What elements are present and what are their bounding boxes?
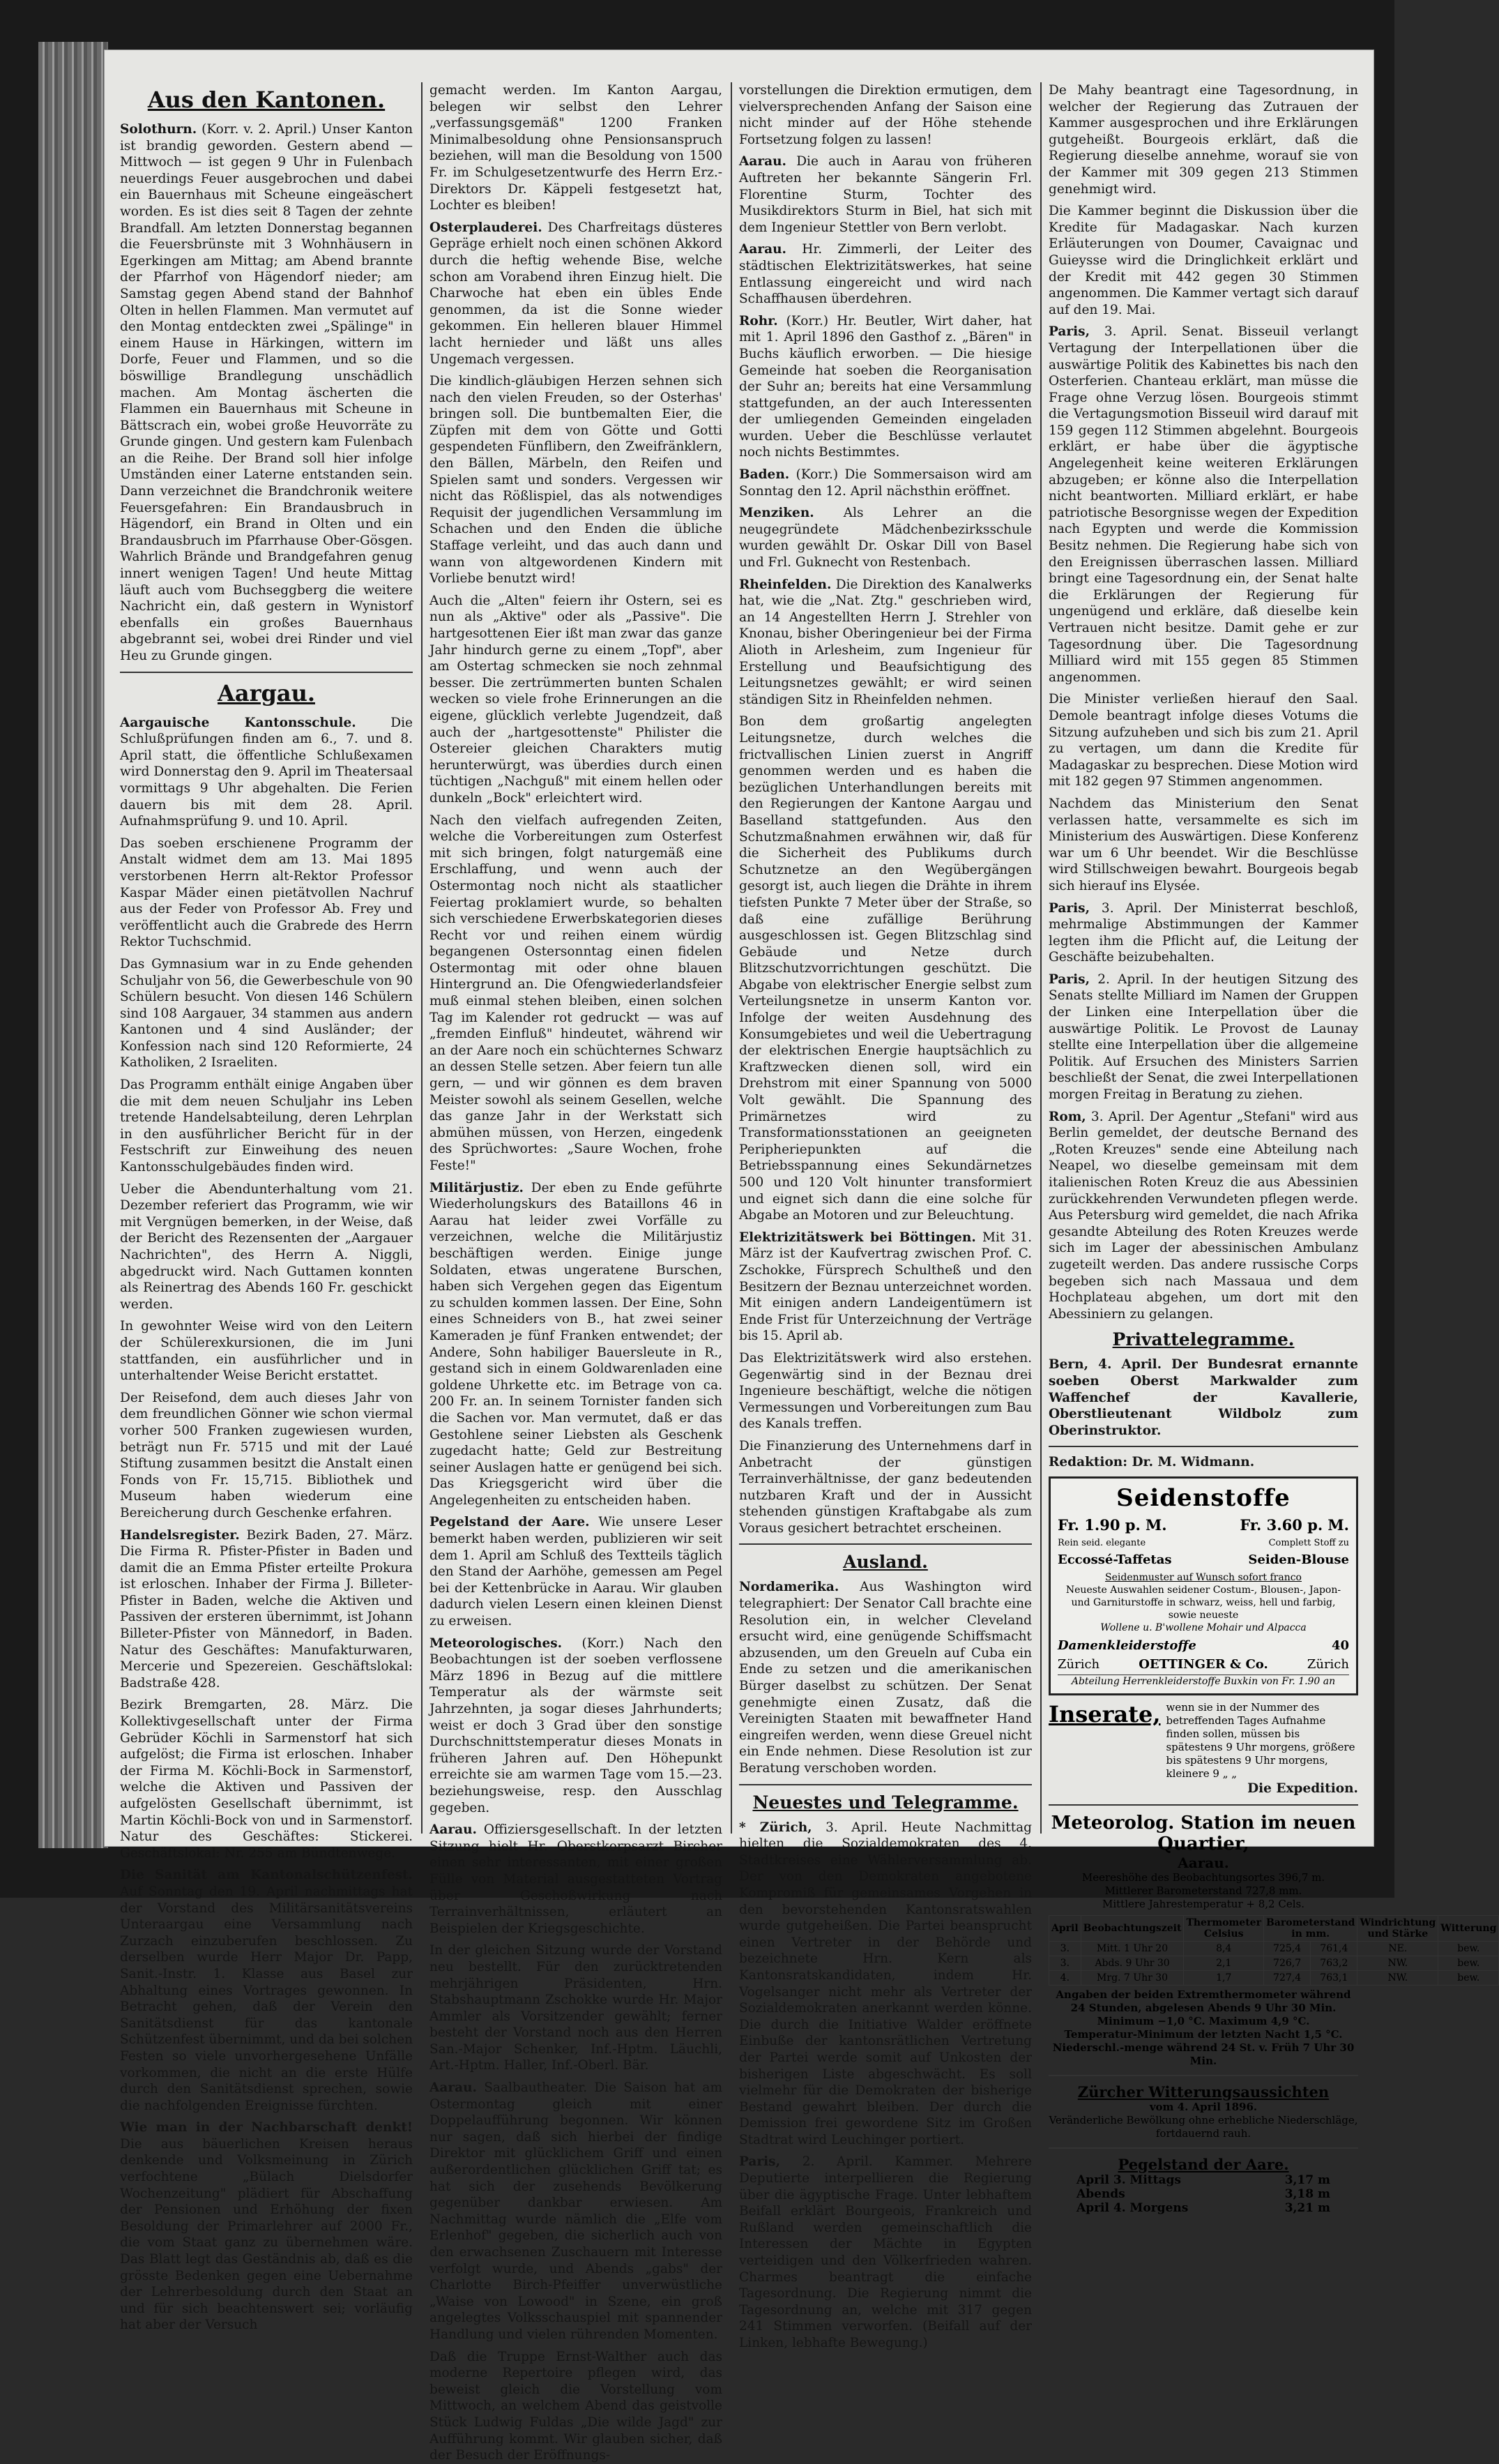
article-paragraph (120, 956, 413, 1071)
met-minmax: Minimum −1,0 °C. Maximum 4,9 °C. (1097, 2014, 1310, 2027)
met-table-header (1049, 1915, 1499, 1941)
met-line-3: Mittlere Jahrestemperatur + 8,2 Cels. (1102, 1897, 1304, 1910)
section-heading-kantonen: Aus den Kantonen. (147, 86, 386, 113)
article-text: (Korr.) Hr. Beutler, Wirt daher, hat mit 1. April 1896 den Gasthof z. „Bären" in Buchs käuflich erworben. — Die hiesige Gemeinde hat soeben die Reorganisation der Suhr an; bereits hat eine Versammlung stattgefunden, an der auch Interessenten der umliegenden Gemeinden eingeladen wurden. Ueber die Beschlüsse verlautet noch nichts Bestimmtes. (739, 313, 1032, 460)
forecast-title: Zürcher Witterungsaussichten (1077, 2083, 1330, 2101)
article-lead: Paris, (1049, 972, 1090, 987)
article-paragraph (120, 1697, 413, 1861)
article-paragraph (429, 220, 722, 368)
redaktion-line: Redaktion: Dr. M. Widmann. (1049, 1455, 1255, 1470)
article-lead: * Zürich, (739, 1820, 812, 1835)
article-paragraph (429, 82, 722, 214)
met-cell: 727,4 (1263, 1970, 1310, 1985)
seidenstoffe-ad (1049, 1476, 1358, 1695)
article-text: Nachdem das Ministerium den Senat verlassen hatte, versammelte es sich im Ministerium des Auswärtigen. Diese Konferenz war um 6 Uhr beendet. Wir die Beschlüsse wird Stillschweigen bewahrt. Bourgeois begab sich hierauf ins Elysée. (1049, 796, 1358, 893)
article-paragraph (1049, 1109, 1358, 1323)
article-lead: Meteorologisches. (429, 1635, 563, 1651)
article-paragraph (739, 82, 1032, 148)
ad-line-5: Abteilung Herrenkleiderstoffe Buxkin von Fr. 1.90 an (1058, 1675, 1349, 1688)
newspaper-page (105, 50, 1497, 2463)
met-cell: bew. (1438, 1941, 1499, 1956)
article-paragraph (739, 2154, 1032, 2351)
column-2-articles (429, 82, 722, 2464)
article-paragraph (120, 715, 413, 830)
article-text: (Korr.) Nach den Beobachtungen ist der soeben verflossene März 1896 in Bezug auf die mittlere Temperatur als der wärmste seit Jahrzehnten, ja sogar dieses Jahrhunderts; weist er doch 3 Grad über den sonstige Durchschnittstemperatur dieses Monats in früheren Jahren auf. Den Höhepunkt erreichte sie am warmen Tage vom 15.—23. beziehungsweise, resp. den Ausschlag gegeben. (429, 1635, 722, 1815)
article-text: 3. April. Der Agentur „Stefani" wird aus Berlin gemeldet, der deutsche Bernand des „Roten Kreuzes" sende eine Abteilung nach Neapel, wo dieselbe gemeinsam mit dem italienischen Roten Kreuz die aus Abessinien zurückkehrenden Verwundeten pflegen werde. Aus Petersburg wird gemeldet, die nach Afrika gesandte Abteilung des Roten Kreuzes werde sich im Lager der abessinischen Ambulanz zugeteilt werden. Das andere russische Corps begeben sich nach Massaua und dem Hochplateau abgehen, um dort mit den Abessiniern zu gelangen. (1049, 1109, 1359, 1322)
article-paragraph (429, 1180, 722, 1509)
article-text: 2. April. Kammer. Mehrere Deputierte interpellieren die Regierung über die ägyptische Frage. Unter lebhaftem Beifall erklärt Bourgeois, Frankreich und Rußland werden gemeinschaftlich die Interessen der Mächte in Egypten verteidigen und den Völkerfrieden wahren. Charmes beantragt die einfache Tagesordnung. Die Regierung nimmt die Tagesordnung an, welche mit 317 gegen 241 Stimmen verworfen. (Beifall auf der Linken, lebhafte Bewegung.) (739, 2154, 1032, 2350)
pegel-label: Abends (1076, 2186, 1125, 2201)
column-3-articles (739, 82, 1032, 1536)
article-paragraph (429, 1635, 722, 1817)
article-paragraph (429, 812, 722, 1174)
article-text: Die Direktion des Kanalwerks hat, wie die „Nat. Ztg." geschrieben wird, an 14 Angestellten Herrn J. Strehler von Knonau, bisher Oberingenieur bei der Firma Alioth in Arlesheim, zum Ingenieur für Erstellung und Beaufsichtigung des Leitungsnetzes gewählt; er wird seinen ständigen Sitz in Rheinfelden nehmen. (739, 577, 1032, 707)
column-1 (120, 82, 413, 2333)
column-rule (1040, 82, 1042, 1834)
article-text: Hr. Zimmerli, der Leiter des städtischen Elektrizitätswerkes, hat seine Entlassung eingereicht und wird nach Schaffhausen überdehren. (739, 242, 1032, 307)
met-cell: 1,7 (1184, 1970, 1264, 1985)
ausland-articles (739, 1579, 1032, 1776)
ad-firm: OETTINGER & Co. (1139, 1656, 1268, 1672)
inserate-notice (1049, 1701, 1358, 1781)
column-2 (429, 82, 722, 2463)
ad-firm-row (1058, 1657, 1349, 1672)
article-text: gemacht werden. Im Kanton Aargau, belegen wir selbst den Lehrer „verfassungsgemäß" 1200 Franken Minimalbesoldung ohne Pensionsanspruch beziehen, will man die Besoldung von 1500 Fr. im Schulgesetzentwurfe des Herrn Erz.-Direktors Dr. Käppeli festgesetzt hat, Lochter es bleiben! (429, 83, 722, 213)
ad-price-1: Fr. 1.90 p. M. (1058, 1516, 1167, 1534)
article-text: 2. April. In der heutigen Sitzung des Senats stellte Milliard im Namen der Gruppen der Linken eine Interpellation über die auswärtige Politik. Le Provost de Launay stellte eine Interpellation über die allgemeine Politik. Auf Ersuchen des Ministers Sarrien beschließt der Senat, die zwei Interpellationen morgen Freitag in Beratung zu ziehen. (1049, 972, 1358, 1103)
ad-notes (1058, 1538, 1349, 1548)
met-cell: NW. (1357, 1956, 1438, 1970)
met-cell: bew. (1438, 1956, 1499, 1970)
met-table-body (1049, 1941, 1499, 1985)
met-cell: 761,4 (1311, 1941, 1357, 1956)
met-rain: Niederschl.-menge während 24 St. v. Früh 7 Uhr 30 Min. (1052, 2041, 1355, 2067)
pegel-label: April 3. Mittags (1076, 2172, 1181, 2187)
divider (1049, 2147, 1358, 2149)
ad-title: Seidenstoffe (1116, 1483, 1291, 1512)
article-lead: Wie man in der Nachbarschaft denkt! (120, 2120, 413, 2136)
article-paragraph (739, 1820, 1032, 2149)
article-paragraph (739, 1579, 1032, 1776)
running-head-ghost (105, 53, 1374, 81)
met-row (1049, 1941, 1499, 1956)
ad-city-2: Zürich (1307, 1656, 1349, 1672)
article-lead: Paris, (739, 2154, 781, 2170)
article-text: Wie unsere Leser bemerkt haben werden, publizieren wir seit dem 1. April am Schluß des Textteils täglich den Stand der Aarhöhe, gemessen am Pegel bei der Kettenbrücke in Aarau. Wir glauben dadurch vielen Lesern einen kleinen Dienst zu erweisen. (429, 1515, 722, 1629)
pegel-row (1049, 2187, 1358, 2201)
article-paragraph (429, 2349, 722, 2464)
article-text: Ueber die Abendunterhaltung vom 21. Dezember referiert das Programm, wie wir mit Vergnügen bemerken, in der Weise, daß der Bericht des Rezensenten der „Aargauer Nachrichten", des Herrn A. Niggli, abgedruckt wird. Nach Guttamen konnten als Reinertrag des Abends 160 Fr. geschickt werden. (120, 1181, 413, 1312)
met-line-2: Mittlerer Barometerstand 727,8 mm. (1104, 1884, 1302, 1897)
article-text: Daß die Truppe Ernst-Walther auch das moderne Repertoire pflegen wird, das beweist gleich die Vorstellung vom Mittwoch, an welchem Abend das geistvolle Stück Ludwig Fuldas „Die wilde Jagd" zur Aufführung kommt. Wir glauben sicher, daß der Besuch der Eröffnungs- (429, 2349, 722, 2463)
pegel-list (1049, 2173, 1358, 2215)
met-night-min: Temperatur-Minimum der letzten Nacht 1,5 °C. (1064, 2027, 1343, 2041)
article-paragraph (120, 1867, 413, 2114)
ad-line-4: Damenkleiderstoffe (1058, 1638, 1196, 1653)
article-text: Mit 31. März ist der Kaufvertrag zwischen Prof. C. Zschokke, Fürsprech Schultheß und den Besitzern der Beznau unterzeichnet worden. Mit einigen andern Landeigentümern ist Ende Frist für Unterzeichnung der Verträge bis 15. April ab. (739, 1230, 1032, 1344)
article-lead: Rohr. (739, 313, 778, 328)
article-paragraph (739, 1230, 1032, 1345)
ad-price-2: Fr. 3.60 p. M. (1240, 1516, 1349, 1534)
article-paragraph (739, 577, 1032, 709)
article-paragraph (120, 2119, 413, 2334)
article-text: Das Elektrizitätswerk wird also erstehen. Gegenwärtig sind in der Beznau drei Ingenieure beschäftigt, welche die nötigen Vermessungen und Vorbereitungen zum Bau des Kanals treffen. (739, 1350, 1032, 1432)
divider (1049, 2075, 1358, 2076)
article-lead: Handelsregister. (120, 1527, 240, 1543)
article-text: vorstellungen die Direktion ermutigen, dem vielversprechenden Anfang der Saison eine nicht minder auf der Höhe stehende Fortsetzung folgen zu lassen! (739, 83, 1032, 147)
inserate-text: wenn sie in der Nummer des betreffenden Tages Aufnahme finden sollen, müssen bis spätestens 9 Uhr morgens, größere bis spätestens 9 Uhr morgens, kleinere 9 „ „ (1166, 1700, 1355, 1780)
met-extremes: Angaben der beiden Extremthermometer während 24 Stunden, abgelesen Abends 9 Uhr 30 Min. (1056, 1988, 1351, 2014)
article-paragraph (739, 153, 1032, 236)
article-text: Der Reisefond, dem auch dieses Jahr von dem freundlichen Gönner wie schon viermal vorher 500 Franken zugewiesen wurden, beträgt nun Fr. 5715 und mit der Laué Stiftung zusammen besitzt die Anstalt einen Fonds von Fr. 15,715. Bibliothek und Museum haben wiederum eine Bereicherung durch Geschenke erfahren. (120, 1390, 413, 1520)
divider (1049, 1446, 1358, 1447)
article-text: Der eben zu Ende geführte Wiederholungskurs des Bataillons 46 in Aarau hat leider zwei Vorfälle zu verzeichnen, welche die Militärjustiz beschäftigen werden. Einige junge Soldaten, etwas ungeratene Burschen, haben sich Vergehen gegen das Eigentum zu schulden kommen lassen. Der Eine, Sohn eines Schneiders von B., hat zwei seiner Kameraden je fünf Franken entwendet; der Andere, Sohn habiliger Bauersleute in R., gestand sich in einem Goldwarenladen eine goldene Uhrkette etc. im Betrage von ca. 200 Fr. an. In seinem Tornister fanden sich die Sachen vor. Man vermutet, daß er das Gestohlene seiner Liebsten als Geschenk zugedacht hatte; Geld zur Bestreitung seiner Auslagen hatte er genügend bei sich. Das Kriegsgericht wird über die Angelegenheiten zu entscheiden haben. (429, 1180, 722, 1508)
article-lead: Paris, (1049, 900, 1090, 916)
article-lead: Militärjustiz. (429, 1180, 524, 1195)
article-text: De Mahy beantragt eine Tagesordnung, in welcher der Regierung das Zutrauen der Kammer ausgesprochen und ihre Erklärungen gutgeheißt. Bourgeois erklärt, daß die Regierung dieselbe annehme, worauf sie von der Kammer mit 309 gegen 213 Stimmen genehmigt wird. (1049, 83, 1358, 197)
article-text: 3. April. Senat. Bisseuil verlangt Vertagung der Interpellationen über die auswärtige Politik des Kabinettes bis nach den Osterferien. Chanteau erklärt, man müsse die Frage ohne Verzug lösen. Bourgeois stimmt die Vertagungsmotion Bisseuil wird darauf mit 159 gegen 112 Stimmen abgelehnt. Bourgeois erklärt, er habe über die ägyptische Angelegenheit keine weiteren Erklärungen abzugeben; er könne also die Interpellation nicht beantworten. Milliard erklärt, er habe patriotische Besorgnisse wegen der Expedition nach Egypten und werde die Kommission Besitz nehmen. Die Regierung habe sich von den Ereignissen überraschen lassen. Milliard bringt eine Tagesordnung ein, der Senat halte die Erklärungen der Regierung für ungenügend und erkläre, daß dieselbe kein Vertrauen nicht besitze. Damit gehe er zur Tagesordnung über. Die Tagesordnung Milliard wird mit 155 gegen 85 Stimmen angenommen. (1049, 324, 1358, 685)
met-line-1: Meereshöhe des Beobachtungsortes 396,7 m. (1081, 1870, 1325, 1884)
ad-damen-row (1058, 1638, 1349, 1653)
met-cell: 763,1 (1311, 1970, 1357, 1985)
pegel-row (1049, 2173, 1358, 2187)
met-cell: bew. (1438, 1970, 1499, 1985)
article-text: Aus Washington wird telegraphiert: Der Senator Call brachte eine Resolution ein, in welcher Cleveland ersucht wird, eine genügende Schiffsmacht abzusenden, um den Greueln auf Cuba ein Ende zu setzen und die amerikanischen Bürger daselbst zu schützen. Der Senat genehmigte einen Zusatz, daß die Vereinigten Staaten mit bewaffneter Hand eingreifen werden, wenn diese Greuel nicht ein Ende nehmen. Diese Resolution ist zur Beratung verschoben worden. (739, 1580, 1032, 1776)
article-paragraph (120, 121, 413, 665)
article-paragraph (1049, 796, 1358, 895)
article-text: (Korr. v. 2. April.) Unser Kanton ist brandig geworden. Gestern abend — Mittwoch — ist gegen 9 Uhr in Fulenbach neuerdings Feuer ausgebrochen und dabei ein Bauernhaus mit Scheune eingeäschert worden. Es ist dies seit 8 Tagen der zehnte Brandfall. Am letzten Donnerstag begannen die Feuersbrünste mit 3 Wohnhäusern in Egerkingen am Mittag; am Abend brannte der Pfarrhof von Hägendorf nieder; am Samstag gegen Abend stand der Bahnhof Olten in hellen Flammen. Man vermutet auf den Montag entdeckten zwei „Spälinge" in einem Hause in Härkingen, wittern im Dorfe, Feuer und Flammen, und so die böswillige Brandlegung unschädlich machen. Am Montag äscherten die Flammen ein Bauernhaus mit Scheune in Bättscrach ein, wobei große Heuvorräte zu Grunde gingen. Und gestern kam Fulenbach an die Reihe. Der Brand soll hier infolge Umständen einer Laterne entstanden sein. Dann verzeichnet die Brandchronik weitere Feuersgefahren: Ein Brandausbruch in Hägendorf, ein Brand in Olten und ein Brandausbruch im Pfarrhause Ober-Gösgen. Wahrlich Brände und Brandgefahren genug innert wenigen Tagen! Und heute Mittag läuft auch vom Buchseggberg die weitere Nachricht ein, daß gestern in Wynistorf ebenfalls ein großes Bauernhaus abgebrannt sei, wobei drei Rinder und viel Heu zu Grunde gingen. (120, 122, 413, 663)
neuestes-articles (739, 1820, 1032, 2352)
ad-prices (1058, 1516, 1349, 1534)
meteorological-station (1049, 1812, 1497, 2068)
column-1-articles (120, 121, 413, 665)
met-cell: NW. (1357, 1970, 1438, 1985)
article-lead: Aarau. (429, 2080, 477, 2096)
pegel-title: Pegelstand der Aare. (1118, 2155, 1289, 2173)
article-paragraph (1049, 972, 1358, 1103)
book-edge (38, 42, 108, 1848)
article-paragraph (429, 1514, 722, 1629)
private-telegram-heading: Privattelegramme. (1112, 1329, 1295, 1350)
article-paragraph (429, 1822, 722, 1937)
article-paragraph (739, 467, 1032, 499)
article-lead: Menziken. (739, 506, 814, 521)
article-text: Nach den vielfach aufregenden Zeiten, welche die Vorbereitungen zum Osterfest mit sich bringen, folgt naturgemäß eine Erschlaffung, und wenn auch der Ostermontag noch nicht als staatlicher Feiertag proklamiert wurde, so behalten sich verschiedene Erwerbskategorien dieses Recht vor und reihen einem würdig begangenen Ostersonntag einen fidelen Ostermontag mit oder ohne blauen Hintergrund an. Die Ofengwiederlandsfeier muß einmal stehen bleiben, einen solchen Tag im Kalender rot gedruckt — was auf „fremden Einfluß" hindeutet, während wir an der Aare noch ein schüchternes Schwarz an dessen Stelle setzen. Aber feiern tun alle gern, — und wir gönnen es dem braven Meister sowohl als seinem Gesellen, welche das ganze Jahr in der Werkstatt sich abmühen müssen, von Herzen, eingedenk des Sprüchwortes: „Saure Wochen, frohe Feste!" (429, 812, 722, 1173)
met-cell: 3. (1049, 1941, 1081, 1956)
article-text: Auf Sonntag den 19. April nachmittags hat der Vorstand des Militärsanitätsvereins Unteraargau eine Versammlung nach Zurzach einzuberufen beschlossen. Zu derselben wurde Herr Major Dr. Papp, Sanit.-Instr. 1. Klasse aus Basel zur Abhaltung eines Vortrages gewonnen. In Betracht gehen, daß der Verein den Sanitätsdienst für das kantonale Schützenfest übernimmt, und da bei solchen Festen so viele unvorhergesehene Unfälle vorkommen, die nicht an die erste Hülfe durch den Sanitätsdienst sprechen, sowie die nachfolgenden Ereignisse fürchten. (120, 1884, 413, 2113)
article-paragraph (1049, 691, 1358, 790)
section-heading-aargau: Aargau. (218, 679, 315, 706)
ad-line-1: Seidenmuster auf Wunsch sofort franco (1105, 1571, 1302, 1583)
met-cell: 763,2 (1311, 1956, 1357, 1970)
column-1-aargau-articles (120, 715, 413, 2334)
divider (1049, 1804, 1358, 1806)
article-paragraph (1049, 203, 1358, 318)
article-text: Bezirk Bremgarten, 28. März. Die Kollektivgesellschaft unter der Firma Gebrüder Köchli in Sarmenstorf hat sich aufgelöst; die Firma ist erloschen. Inhaber der Firma M. Köchli-Bock in Sarmenstorf, welche die Aktiven und Passiven der aufgelösten Gesellschaft übernimmt, ist Martin Köchli-Bock von und in Sarmenstorf. Natur des Geschäftes: Stickerei. Geschäftslokal: Nr. 255 am Bündtenwege. (120, 1698, 413, 1861)
pegel-row (1049, 2201, 1358, 2215)
pegel-value: 3,17 m (1284, 2172, 1330, 2187)
article-text: Das soeben erschienene Programm der Anstalt widmet dem am 13. Mai 1895 verstorbenen Herrn alt-Rektor Professor Kaspar Mäder einen pietätvollen Nachruf aus der Feder von Professor Ab. Frey und veröffentlicht auch die Grabrede des Herrn Rektor Tuchschmid. (120, 836, 413, 950)
article-paragraph (739, 1438, 1032, 1537)
article-lead: Rheinfelden. (739, 577, 832, 592)
article-paragraph (739, 241, 1032, 307)
article-lead: Paris, (1049, 324, 1090, 340)
article-lead: Solothurn. (120, 122, 197, 137)
article-paragraph (739, 713, 1032, 1223)
article-text: 3. April. Heute Nachmittag hielten die Sozialdemokraten des 4. Stadtkreises eine Wählerversammlung ab. Der von den Demokraten angebotene Kompromiß für gemeinsames Vorgehen in den bevorstehenden Kantonsratswahlen wurde gutgeheißen. Die Partei beansprucht einen Vertreter in der Behörde und bezeichnete Hrn. Kern als Kantonsratskandidaten, indem Hr. Vogelsanger nicht mehr als Vertreter der Sozialdemokraten anerkannt werden könne. Die durch die Initiative Walder eröffnete Einbuße der kantonsrätlichen Vertretung der Partei werde somit auf Unkosten der bisherigen Liste abgeschwächt. Es soll vielmehr für die Demokraten der bisherige Bestand gewahrt bleiben. Der durch die Demission frei gewordene Sitz im Großen Stadtrat wird Leuchinger portiert. (739, 1820, 1032, 2147)
met-cell: 4. (1049, 1970, 1081, 1985)
divider (120, 672, 413, 673)
article-text: In gewohnter Weise wird von den Leitern der Schülerexkursionen, die im Juni stattfanden, ein ausführlicher und in unterhaltender Weise Bericht erstattet. (120, 1319, 413, 1384)
article-text: Bezirk Baden, 27. März. Die Firma R. Pfister-Pfister in Baden und damit die an Emma Pfister erteilte Prokura ist erloschen. Inhaber der Firma J. Billeter-Pfister in Baden, welche die Aktiven und Passiven der ersteren übernimmt, ist Johann Billeter-Pfister von Männedorf, in Baden. Natur des Geschäftes: Manufakturwaren, Mercerie und Spezereien. Geschäftslokal: Badstraße 428. (120, 1527, 413, 1691)
article-lead: Osterplauderei. (429, 220, 542, 235)
met-cell: Mrg. 7 Uhr 30 (1081, 1970, 1184, 1985)
met-header: April (1049, 1915, 1081, 1941)
article-text: Die Schlußprüfungen finden am 6., 7. und 8. April statt, die öffentliche Schlußexamen wird Donnerstag den 9. April im Theatersaal vormittags 9 Uhr abgehalten. Die Ferien dauern bis mit dem 28. April. Aufnahmsprüfung 9. und 10. April. (120, 715, 413, 829)
pegel-value: 3,18 m (1284, 2186, 1330, 2201)
article-lead: Aarau. (739, 154, 786, 169)
article-text: Das Programm enthält einige Angaben über die mit dem neuen Schuljahr ins Leben tretende Handelsabteilung, deren Lehrplan in den ausführlicher Bericht für in der Festschrift zur Einweihung des neuen Kantonsschulgebäudes finden wird. (120, 1078, 413, 1175)
pegel-value: 3,21 m (1284, 2200, 1330, 2215)
column-rule (731, 82, 732, 1834)
met-cell: Abds. 9 Uhr 30 (1081, 1956, 1184, 1970)
met-cell: 725,4 (1263, 1941, 1310, 1956)
ad-items (1058, 1552, 1349, 1567)
article-text: Bon dem großartig angelegten Leitungsnetze, durch welches die frictvallischen Linien zuerst in Angriff genommen werden und es haben die bezüglichen Unterhandlungen bereits mit den Regierungen der Kantone Aargau und Baselland stattgefunden. Aus den Schutzmaßnahmen erwähnen wir, daß für die Sicherheit des Publikums durch Schutznetze an den Wegübergängen gesorgt ist, auch liegen die Drähte in ihrem tiefsten Punkte 7 Meter über der Straße, so daß eine zufällige Berührung ausgeschlossen ist. Gegen Blitzschlag sind Gebäude und Netze durch Blitzschutzvorrichtungen geschützt. Die Abgabe von elektrischer Energie selbst zum Verteilungsnetze in unserm Kanton vor. Infolge der weiten Ausdehnung des Konsumgebietes und weil die Uebertragung der elektrischen Energie hauptsächlich zu Kraftzwecken dienen soll, wird ein Drehstrom mit einer Spannung von 5000 Volt gewählt. Die Spannung des Primärnetzes wird zu Transformationsstationen an geeigneten Peripheriepunkten auf die Betriebsspannung eines Sekundärnetzes 500 und 120 Volt hinunter transformiert und eignet sich dann die eine solche für Abgabe an Motoren und zur Beleuchtung. (739, 714, 1032, 1223)
article-paragraph (1049, 900, 1358, 966)
article-lead: Aarau. (429, 1822, 477, 1838)
column-rule (421, 82, 423, 1834)
article-paragraph (120, 1527, 413, 1692)
article-paragraph (120, 1181, 413, 1313)
met-cell: 8,4 (1184, 1941, 1264, 1956)
article-lead: Die Sanität am Kantonalschützenfest. (120, 1868, 413, 1883)
article-lead: Aargauische Kantonsschule. (120, 715, 356, 730)
met-cell: 3. (1049, 1956, 1081, 1970)
article-lead: Baden. (739, 467, 790, 483)
article-text: Die Finanzierung des Unternehmens darf in Anbetracht der günstigen Terrainverhältnisse, der ganz bedeutenden nutzbaren Kraft und der in Aussicht stehenden günstigen Kraftabgabe als zum Voraus gesichert betrachtet erscheinen. (739, 1438, 1032, 1536)
ad-item-1: Eccossé-Taffetas (1058, 1552, 1172, 1567)
met-header: Barometerstand in mm. (1263, 1915, 1357, 1941)
met-header: Witterung (1438, 1915, 1499, 1941)
private-telegram-text: Bern, 4. April. Der Bundesrat ernannte soeben Oberst Markwalder zum Waffenchef der Kavallerie, Oberstlieutenant Wildbolz zum Oberinstruktor. (1049, 1357, 1358, 1438)
forecast-date: vom 4. April 1896. (1149, 2100, 1258, 2113)
article-text: Das Gymnasium war in zu Ende gehenden Schuljahr von 56, die Gewerbeschule von 90 Schülern besucht. Von diesen 146 Schülern sind 108 Aargauer, 34 stammen aus andern Kantonen und 4 sind Ausländer; der Konfession nach sind 120 Reformierte, 24 Katholiken, 2 Israeliten. (120, 956, 413, 1071)
article-lead: Aarau. (739, 242, 786, 257)
article-lead: Pegelstand der Aare. (429, 1515, 590, 1530)
divider (739, 1543, 1032, 1545)
ad-number: 40 (1331, 1638, 1349, 1653)
met-title: Meteorolog. Station im neuen Quartier, (1051, 1812, 1356, 1854)
article-text: Saalbautheater. Die Saison hat am Ostermontag gleich mit einer Doppelaufführung begonnen. Wir können nur sagen, daß sich hierbei der findige Direktor mit glücklichem Griff und einen außerordentlichen glücklichen Griff tat; es hat sich der zusehends Bevölkerung gegenüber dankbar erwiesen. Am Nachmittag wurde nämlich die „Elfe vom Erlenhof" gegeben, die sicherlich auch von den erwachsenen Zuschauern mit Interesse verfolgt wurde, und Abends „gabs" der Charlotte Birch-Pfeiffer unverwüstliche „Waise von Lowood" in Szene, ein groß angelegtes Volksschauspiel mit spannender Handlung und vielen rührenden Momenten. (429, 2080, 722, 2342)
ad-city: Zürich (1058, 1656, 1100, 1672)
article-lead: Elektrizitätswerk bei Böttingen. (739, 1230, 976, 1245)
article-paragraph (1049, 82, 1358, 197)
article-paragraph (120, 836, 413, 951)
met-cell: 2,1 (1184, 1956, 1264, 1970)
expedition-signature: Die Expedition. (1247, 1781, 1358, 1796)
divider (739, 1784, 1032, 1785)
article-lead: Rom, (1049, 1109, 1086, 1124)
met-header: Windrichtung und Stärke (1357, 1915, 1438, 1941)
met-header: Thermometer Celsius (1184, 1915, 1264, 1941)
met-row (1049, 1956, 1499, 1970)
inserate-heading: Inserate, (1049, 1700, 1161, 1728)
section-heading-ausland: Ausland. (843, 1552, 928, 1573)
met-cell: 726,7 (1263, 1956, 1310, 1970)
article-text: Die kindlich-gläubigen Herzen sehnen sich nach den vielen Freuden, so der Osterhas' bringen soll. Die buntbemalten Eier, die Züpfen mit dem von Götte und Gotti gespendeten Fünflibern, den Zweifränklern, den Bällen, Märbeln, den Reifen und Spielen samt und sonders. Vergessen wir nicht das Rößlispiel, das als notwendiges Requisit der jugendlichen Versammlung im Schachen und den Enden die übliche Staffage verleiht, und das auch dann und wann von altgewordenen Kindern mit Vorliebe benutzt wird! (429, 374, 722, 587)
ad-item-2: Seiden-Blouse (1248, 1552, 1349, 1567)
article-paragraph (1049, 324, 1358, 686)
article-text: Die auch in Aarau von früheren Auftreten her bekannte Sängerin Frl. Florentine Sturm, Tochter des Musikdirektors Sturm in Biel, hat sich mit dem Ingenieur Stettler von Bern verlobt. (739, 154, 1032, 235)
ad-note-2: Complett Stoff zu (1268, 1537, 1349, 1548)
article-text: Die Minister verließen hierauf den Saal. Demole beantragt infolge dieses Votums die Sitzung aufzuheben und sich bis zum 21. April zu vertagen, um dann die Kredite für Madagaskar zu besprechen. Diese Motion wird mit 182 gegen 97 Stimmen angenommen. (1049, 692, 1358, 789)
article-paragraph (739, 1350, 1032, 1433)
article-paragraph (429, 593, 722, 807)
article-text: (Korr.) Die Sommersaison wird am Sonntag den 12. April nächsthin eröffnet. (739, 467, 1032, 499)
ad-line-2: Neueste Auswahlen seidener Costum-, Blousen-, Japon- und Garniturstoffe in schwarz, weiss, hell und farbig, sowie neueste (1065, 1584, 1341, 1621)
met-cell: NE. (1357, 1941, 1438, 1956)
met-table (1049, 1915, 1499, 1986)
article-paragraph (739, 505, 1032, 570)
article-paragraph (429, 373, 722, 587)
article-text: Auch die „Alten" feiern ihr Ostern, sei es nun als „Aktive" oder als „Passive". Die hartgesottenen Eier ißt man zwar das ganze Jahr hindurch gerne zu einem „Topf", aber am Ostertag schmecken sie noch zehnmal besser. Die zertrümmerten bunten Schalen wecken so viele frohe Erinnerungen an die eigene, glücklich verlebte Jugendzeit, daß auch der „hartgesottenste" Philister die Ostereier gleichen Charakters mutig herunterwürgt, was überdies durch einen tüchtigen „Nachguß" mit einem hellen oder dunkeln „Bock" erleichtert wird. (429, 593, 722, 806)
article-paragraph (120, 1318, 413, 1384)
article-lead: Nordamerika. (739, 1580, 839, 1595)
article-paragraph (429, 2080, 722, 2343)
ad-note-1: Rein seid. elegante (1058, 1537, 1146, 1548)
column-3 (739, 82, 1032, 2350)
column-4-articles (1049, 82, 1358, 1322)
article-paragraph (120, 1077, 413, 1176)
article-text: Die aus bäuerlichen Kreisen heraus denkende und Volksmeinung in Zürich verfochtene „Bülach Dielsdorfer Wochenzeitung" plädiert für Abschaffung der Pensionen und Erhöhung der fixen Besoldung der Primarlehrer auf 2000 Fr., die vom Staat ganz zu übernehmen wäre. Das Blatt legt das Geständnis ab, daß es die grösste Bedenken gegen eine Uebernahme der Lehrerbesoldung durch den Staat an und für sich beachtenswert sei; vorläufig hat aber der Versuch (120, 2136, 413, 2333)
article-paragraph (429, 1942, 722, 2074)
article-text: Als Lehrer an die neugegründete Mädchenbezirksschule wurden gewählt Dr. Oskar Dill von Basel und Frl. Guknecht von Restenbach. (739, 506, 1032, 570)
article-paragraph (739, 313, 1032, 461)
forecast-text: Veränderliche Bewölkung ohne erhebliche Niederschläge, fortdauernd rauh. (1049, 2113, 1358, 2140)
columns (120, 82, 1497, 2463)
pegel-label: April 4. Morgens (1076, 2200, 1189, 2215)
article-text: Die Kammer beginnt die Diskussion über die Kredite für Madagaskar. Nach kurzen Erläuterungen von Doumer, Cavaignac und Guieysse wird die Dringlichkeit erklärt und der Kredit mit 442 gegen 30 Stimmen angenommen. Die Kammer vertagt sich darauf auf den 19. Mai. (1049, 204, 1358, 317)
article-text: In der gleichen Sitzung wurde der Vorstand neu bestellt. Für den zurücktretenden mehrjährigen Präsidenten, Hrn. Stabshauptmann Zschokke wurde Hr. Major Ammler als Vorsitzender gewählt; ferner besteht der Vorstand noch aus den Herren San.-Major Schenker, Inf.-Hptm. Läuchli, Art.-Hptm. Haller, Inf.-Oberl. Bär. (429, 1943, 722, 2073)
article-text: Offiziersgesellschaft. In der letzten Sitzung hielt Hr. Oberstkorpsarzt Bircher einen sehr interessanten, mit einer großen Fülle von Material ausgestatteten Vortrag über Geschoßwirkung nach Terrainverhältnissen, erläutert an Beispielen der Kriegsgeschichte. (429, 1822, 722, 1936)
article-text: 3. April. Der Ministerrat beschloß, mehrmalige Abstimmungen der Kammer legten ihm die Pflicht auf, die Leitung der Geschäfte beizubehalten. (1049, 900, 1358, 965)
column-4 (1049, 82, 1497, 2215)
met-place: Aarau. (1178, 1854, 1229, 1871)
article-text: Des Charfreitags düsteres Gepräge erhielt noch einen schönen Akkord durch die heftig wehende Bise, welche schon am Vorabend ihren Einzug hielt. Die Charwoche hat eben ein übles Ende genommen, da ist die Sonne wieder gekommen. Ein helleren blauer Himmel lacht hernieder und läßt uns alles Ungemach vergessen. (429, 220, 722, 367)
met-row (1049, 1970, 1499, 1985)
ad-line-3: Wollene u. B'wollene Mohair und Alpacca (1100, 1622, 1307, 1633)
met-header: Beobachtungszeit (1081, 1915, 1184, 1941)
met-cell: Mitt. 1 Uhr 20 (1081, 1941, 1184, 1956)
section-heading-neuestes: Neuestes und Telegramme. (752, 1792, 1019, 1813)
article-paragraph (120, 1390, 413, 1522)
